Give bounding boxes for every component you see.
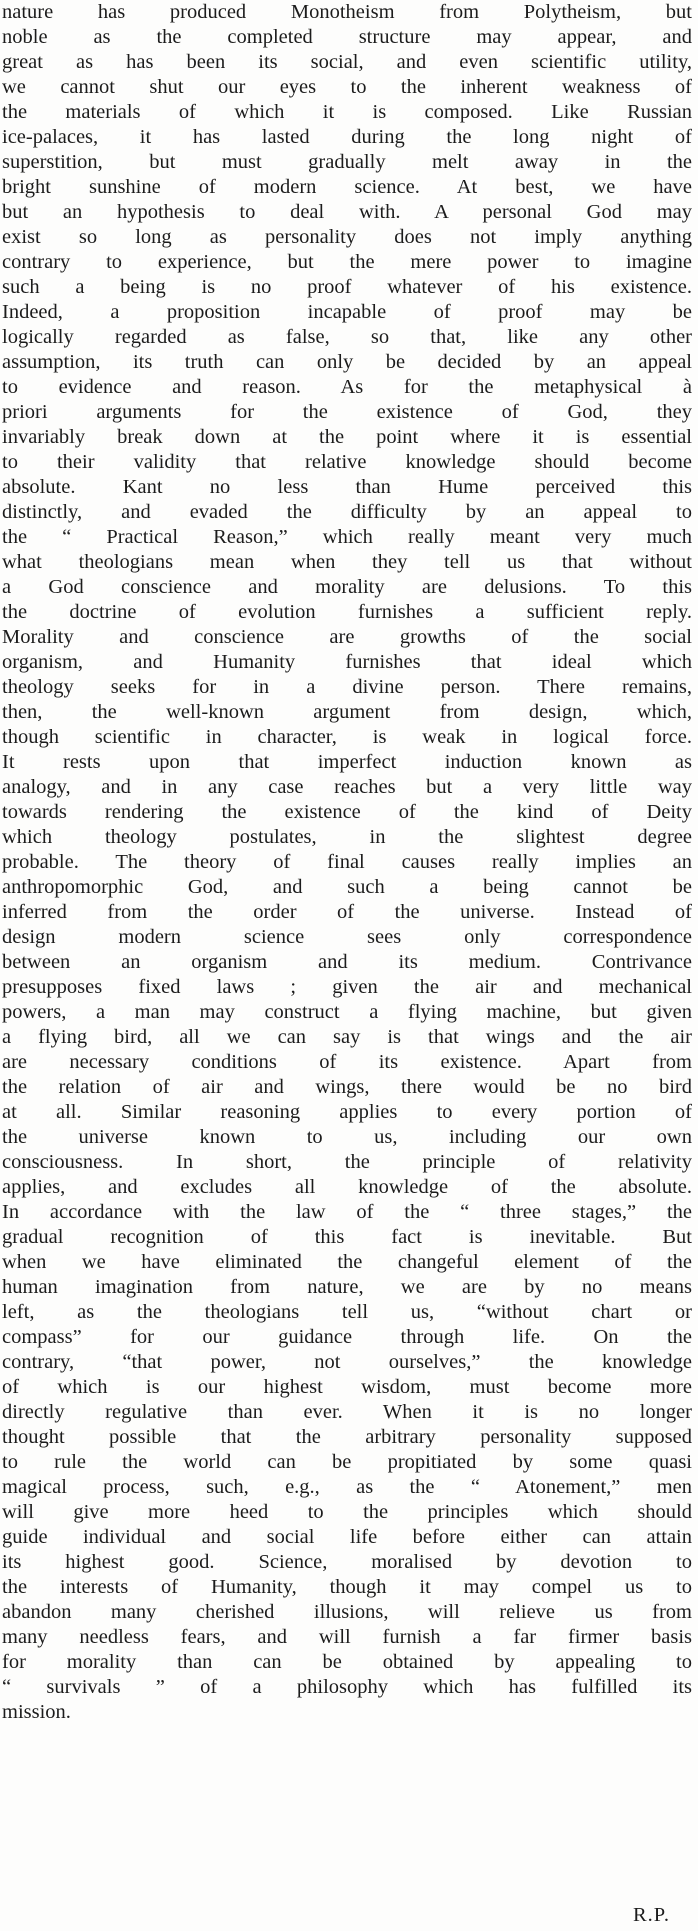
text-line: though scientific in character, is weak in logical force. (2, 726, 692, 748)
text-line: gradual recognition of this fact is inevitable. But (2, 1226, 692, 1248)
text-line: contrary to experience, but the mere power to imagine (2, 251, 692, 273)
text-line: for morality than can be obtained by appealing to (2, 1651, 692, 1673)
text-line: we cannot shut our eyes to the inherent weakness of (2, 76, 692, 98)
text-line: compass” for our guidance through life. On the (2, 1326, 692, 1348)
text-line: the “ Practical Reason,” which really meant very much (2, 526, 692, 548)
text-line: bright sunshine of modern science. At best, we have (2, 176, 692, 198)
text-line: then, the well-known argument from design, which, (2, 701, 692, 723)
text-line: thought possible that the arbitrary personality supposed (2, 1426, 692, 1448)
text-line: to evidence and reason. As for the metaphysical à (2, 376, 692, 398)
text-line: of which is our highest wisdom, must become more (2, 1376, 692, 1398)
text-line: to rule the world can be propitiated by some quasi (2, 1451, 692, 1473)
text-line: “ survivals ” of a philosophy which has fulfilled its (2, 1676, 692, 1698)
text-line: noble as the completed structure may appear, and (2, 26, 692, 48)
text-line: to their validity that relative knowledge should become (2, 451, 692, 473)
text-line: theology seeks for in a divine person. There remains, (2, 676, 692, 698)
text-line: design modern science sees only correspondence (2, 926, 692, 948)
text-line: consciousness. In short, the principle of relativity (2, 1151, 692, 1173)
text-line: when we have eliminated the changeful element of the (2, 1251, 692, 1273)
text-line: exist so long as personality does not imply anything (2, 226, 692, 248)
text-line: priori arguments for the existence of God, they (2, 401, 692, 423)
text-line: powers, a man may construct a flying machine, but given (2, 1001, 692, 1023)
text-line: a God conscience and morality are delusions. To this (2, 576, 692, 598)
text-line: anthropomorphic God, and such a being cannot be (2, 876, 692, 898)
text-line: left, as the theologians tell us, “without chart or (2, 1301, 692, 1323)
text-line: analogy, and in any case reaches but a very little way (2, 776, 692, 798)
text-line: are necessary conditions of its existence. Apart from (2, 1051, 692, 1073)
text-line: nature has produced Monotheism from Polytheism, but (2, 1, 692, 23)
text-line: ice-palaces, it has lasted during the long night of (2, 126, 692, 148)
text-line: probable. The theory of final causes really implies an (2, 851, 692, 873)
text-line: contrary, “that power, not ourselves,” the knowledge (2, 1351, 692, 1373)
text-line: the doctrine of evolution furnishes a sufficient reply. (2, 601, 692, 623)
text-line: the relation of air and wings, there would be no bird (2, 1076, 692, 1098)
text-line: organism, and Humanity furnishes that ideal which (2, 651, 692, 673)
text-line: logically regarded as false, so that, like any other (2, 326, 692, 348)
text-line: magical process, such, e.g., as the “ Atonement,” men (2, 1476, 692, 1498)
text-line: abandon many cherished illusions, will relieve us from (2, 1601, 692, 1623)
text-line: such a being is no proof whatever of his existence. (2, 276, 692, 298)
text-line: a flying bird, all we can say is that wings and the air (2, 1026, 692, 1048)
text-line: directly regulative than ever. When it is no longer (2, 1401, 692, 1423)
author-signature: R.P. (632, 1904, 670, 1926)
text-line: at all. Similar reasoning applies to every portion of (2, 1101, 692, 1123)
article-text (2, 0, 692, 1725)
text-line: will give more heed to the principles which should (2, 1501, 692, 1523)
text-line: assumption, its truth can only be decided by an appeal (2, 351, 692, 373)
text-line: what theologians mean when they tell us that without (2, 551, 692, 573)
text-line: Morality and conscience are growths of the social (2, 626, 692, 648)
text-line: distinctly, and evaded the difficulty by an appeal to (2, 501, 692, 523)
text-line: but an hypothesis to deal with. A personal God may (2, 201, 692, 223)
text-line: invariably break down at the point where it is essential (2, 426, 692, 448)
text-line: human imagination from nature, we are by no means (2, 1276, 692, 1298)
text-line: applies, and excludes all knowledge of the absolute. (2, 1176, 692, 1198)
text-line: absolute. Kant no less than Hume perceived this (2, 476, 692, 498)
text-line: guide individual and social life before either can attain (2, 1526, 692, 1548)
text-line: which theology postulates, in the slightest degree (2, 826, 692, 848)
text-line: many needless fears, and will furnish a far firmer basis (2, 1626, 692, 1648)
text-line: its highest good. Science, moralised by devotion to (2, 1551, 692, 1573)
text-line: the materials of which it is composed. Like Russian (2, 101, 692, 123)
text-line: the interests of Humanity, though it may compel us to (2, 1576, 692, 1598)
text-line: It rests upon that imperfect induction known as (2, 751, 692, 773)
text-line: the universe known to us, including our own (2, 1126, 692, 1148)
text-line: presupposes fixed laws ; given the air and mechanical (2, 976, 692, 998)
text-line-last: mission. (2, 1701, 71, 1723)
text-line: superstition, but must gradually melt away in the (2, 151, 692, 173)
text-line: In accordance with the law of the “ three stages,” the (2, 1201, 692, 1223)
text-line: between an organism and its medium. Contrivance (2, 951, 692, 973)
text-line: Indeed, a proposition incapable of proof may be (2, 301, 692, 323)
text-line: inferred from the order of the universe. Instead of (2, 901, 692, 923)
text-line: towards rendering the existence of the kind of Deity (2, 801, 692, 823)
text-line: great as has been its social, and even scientific utility, (2, 51, 692, 73)
